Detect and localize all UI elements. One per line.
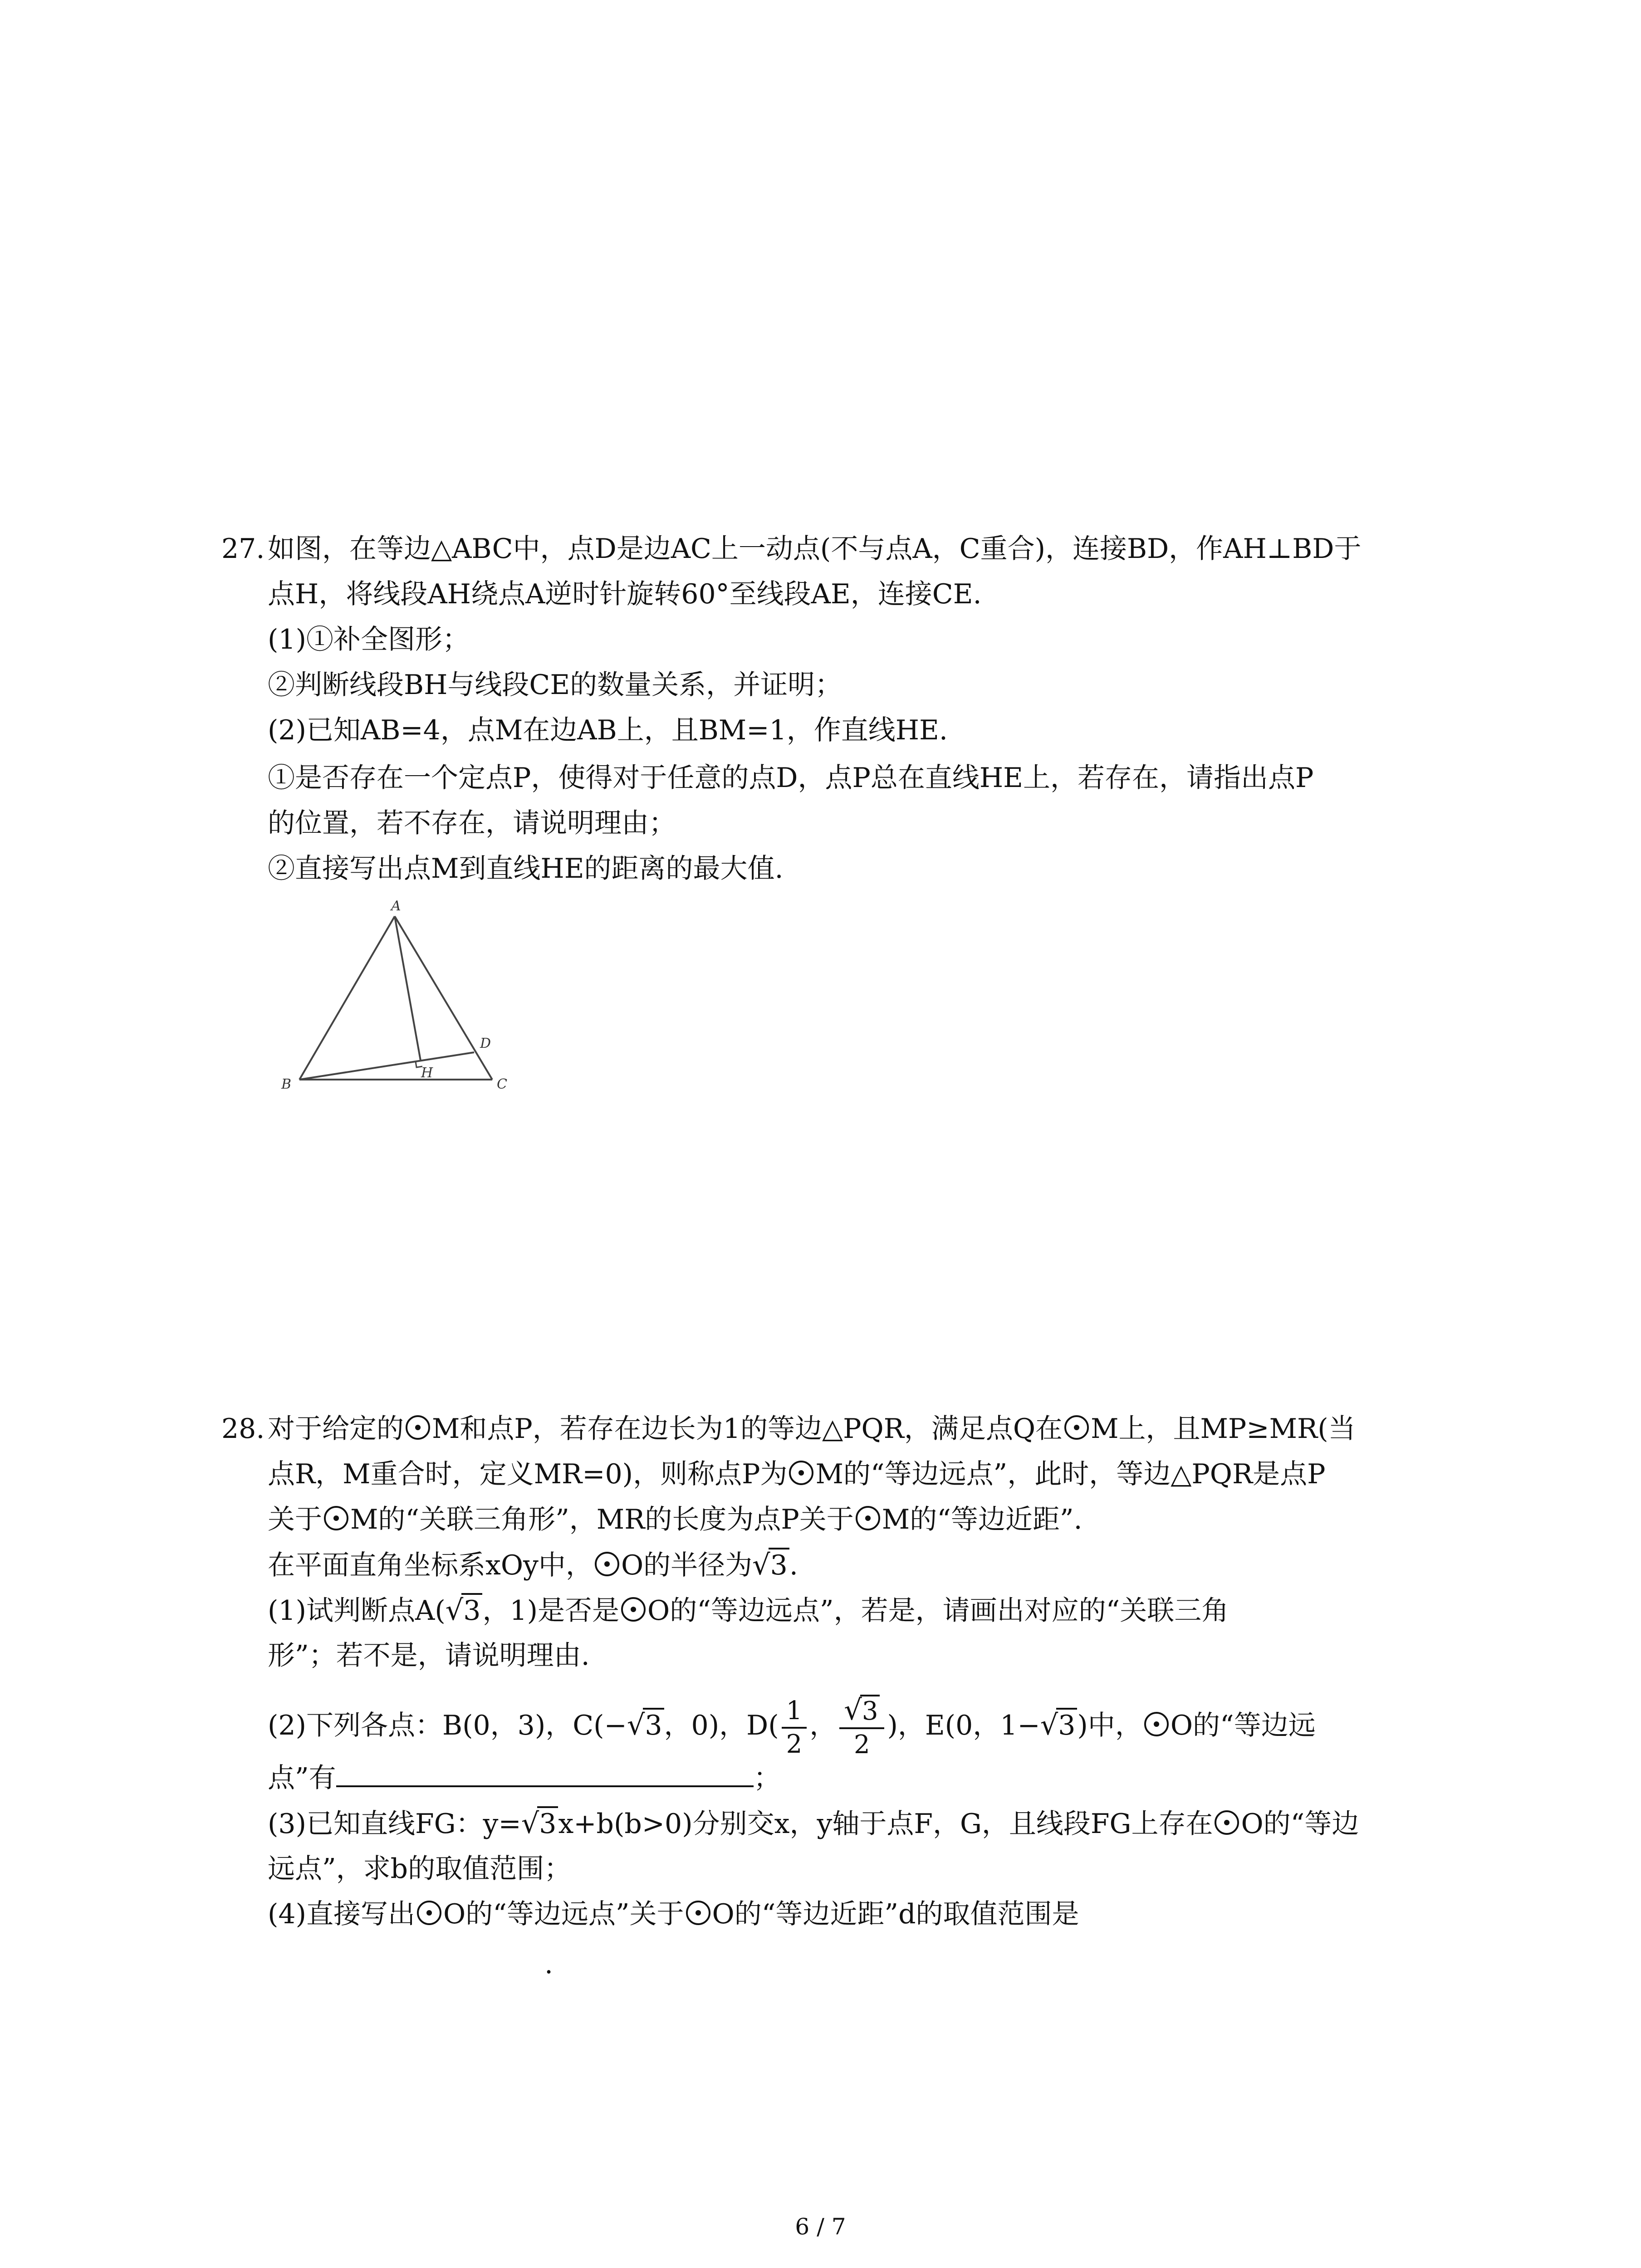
problem-text-line: 点H，将线段AH绕点A逆时针旋转60°至线段AE，连接CE. (268, 578, 982, 610)
fraction: $\frac{√3}{2}$ (839, 1694, 884, 1761)
problem-text-line: 的位置，若不存在，请说明理由； (268, 807, 676, 839)
question-number: 28. (221, 1413, 265, 1445)
problem-text-line: 点”有 ； (268, 1760, 781, 1796)
label-a: A (391, 898, 401, 914)
sqrt: √3 (627, 1705, 664, 1746)
label-d: D (480, 1036, 491, 1051)
circle-dot-icon (595, 1552, 619, 1576)
answer-blank[interactable] (336, 1760, 754, 1787)
problem-text-line: 对于给定的 M和点P，若存在边长为1的等边△PQR，满足点Q在 M上，且MP≥MR(当 (268, 1413, 1356, 1445)
problem-text-line: 如图，在等边△ABC中，点D是边AC上一动点(不与点A，C重合)，连接BD，作AH⊥BD于 (268, 533, 1362, 565)
problem-text-line: 点R，M重合时，定义MR=0)，则称点P为 M的“等边远点”，此时，等边△PQR是点P (268, 1458, 1326, 1490)
circle-dot-icon (856, 1506, 880, 1530)
answer-period: . (544, 1948, 554, 1980)
circle-dot-icon (1144, 1712, 1169, 1736)
problem-text-line: (2)已知AB=4，点M在边AB上，且BM=1，作直线HE. (268, 714, 948, 746)
segment-ab (299, 916, 395, 1080)
problem-text-line: 形”；若不是，请说明理由. (268, 1640, 590, 1672)
problem-text-line: (2)下列各点：B(0，3)，C(−√3，0)，D( $\frac{1}{2}$ ， $\frac{√3}{2}$ )，E(0，1−√3)中， O的“等边远 (268, 1694, 1316, 1761)
label-c: C (497, 1076, 507, 1092)
problem-text-line: (1)试判断点A(√3，1)是否是 O的“等边远点”，若是，请画出对应的“关联三角 (268, 1592, 1229, 1629)
problem-text-line: (3)已知直线FG：y=√3x+b(b>0)分别交x，y轴于点F，G，且线段FG上存在 O的“等边 (268, 1805, 1359, 1842)
problem-text-line: (1)①补全图形； (268, 624, 470, 655)
circle-dot-icon (406, 1415, 430, 1440)
circle-dot-icon (621, 1597, 646, 1622)
label-h: H (421, 1065, 433, 1081)
sqrt: √3 (1040, 1705, 1078, 1746)
problem-text-line: (4)直接写出 O的“等边远点”关于 O的“等边近距”d的取值范围是 (268, 1898, 1079, 1930)
circle-dot-icon (324, 1506, 348, 1530)
page-number: 6 / 7 (795, 2214, 846, 2240)
problem-text-line: 关于 M的“关联三角形”，MR的长度为点P关于 M的“等边近距”. (268, 1504, 1083, 1535)
problem-text-line: 远点”，求b的取值范围； (268, 1853, 572, 1885)
circle-dot-icon (789, 1461, 813, 1485)
question-number: 27. (221, 533, 265, 565)
sqrt: √3 (446, 1592, 483, 1629)
circle-dot-icon (417, 1901, 441, 1925)
sqrt: √3 (752, 1547, 789, 1584)
sqrt: √3 (521, 1805, 558, 1842)
segment-bd (299, 1052, 474, 1080)
label-b: B (281, 1076, 292, 1092)
problem-text-line: 在平面直角坐标系xOy中， O的半径为√3. (268, 1547, 798, 1584)
problem-text-line: ②判断线段BH与线段CE的数量关系，并证明； (268, 669, 843, 701)
problem-text-line: ①是否存在一个定点P，使得对于任意的点D，点P总在直线HE上，若存在，请指出点P (268, 762, 1314, 794)
circle-dot-icon (1064, 1415, 1089, 1440)
circle-dot-icon (1215, 1810, 1239, 1835)
circle-dot-icon (686, 1901, 710, 1925)
problem-text-line: ②直接写出点M到直线HE的距离的最大值. (268, 853, 784, 885)
triangle-figure (263, 896, 535, 1100)
fraction: $\frac{1}{2}$ (782, 1695, 807, 1760)
